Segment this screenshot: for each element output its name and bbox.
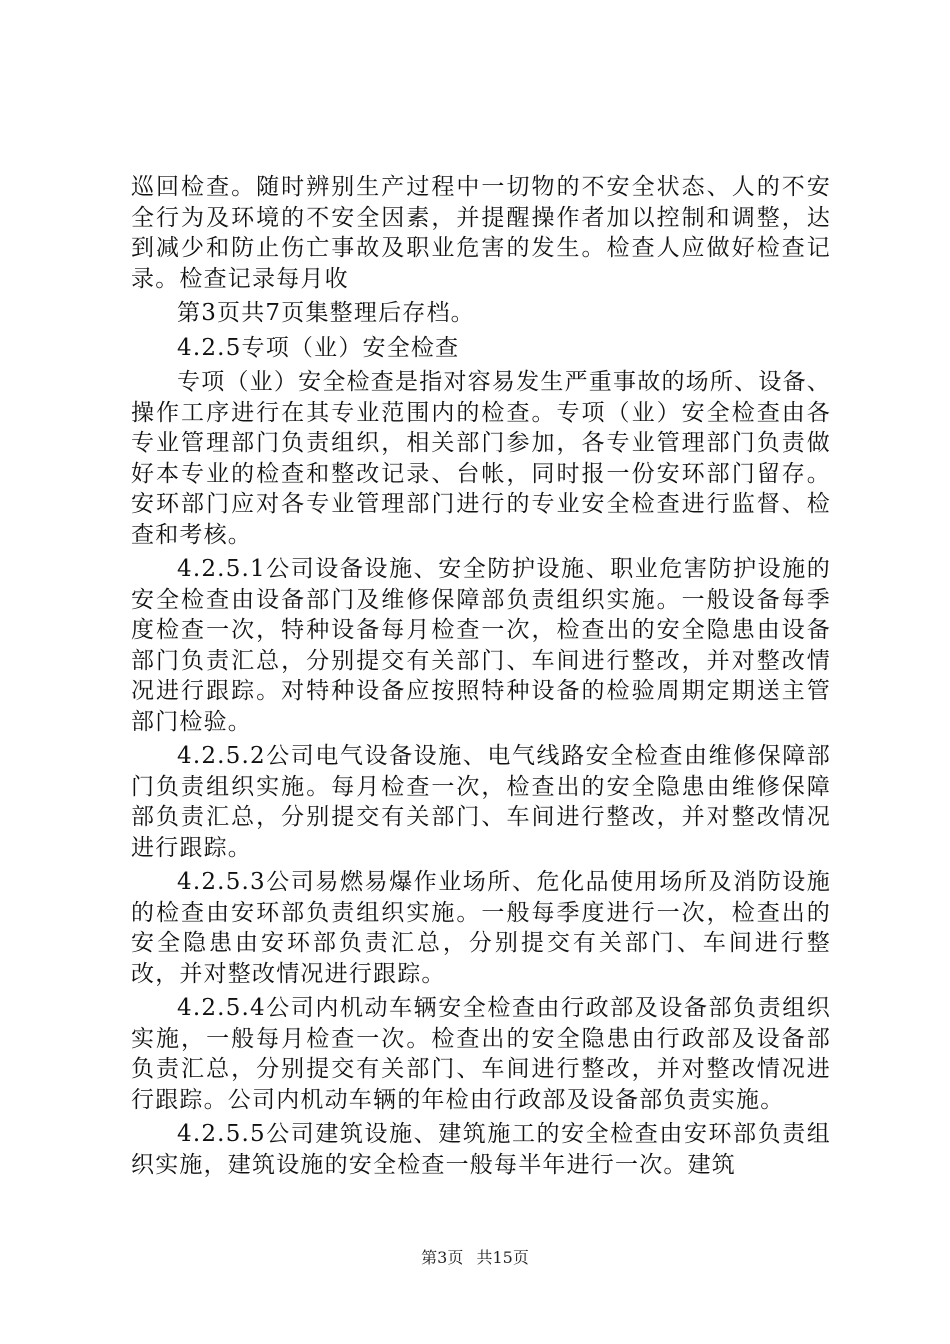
paragraph-4-2-5-4: 4.2.5.4公司内机动车辆安全检查由行政部及设备部负责组织实施，一般每月检查一次。检查出的安全隐患由行政部及设备部负责汇总，分别提交有关部门、车间进行整改，并对整改情况进行跟踪。公司内机动车辆的年检由行政部及设备部负责实施。 — [131, 995, 831, 1113]
page-number: 第3页 — [421, 1248, 464, 1267]
document-body — [131, 172, 831, 1184]
section-heading-4-2-5: 4.2.5专项（业）安全检查 — [177, 334, 460, 361]
paragraph-continuation: 巡回检查。随时辨别生产过程中一切物的不安全状态、人的不安全行为及环境的不安全因素，并提醒操作者加以控制和调整，达到减少和防止伤亡事故及职业危害的发生。检查人应做好检查记录。检查记录每月收 — [131, 174, 831, 292]
paragraph-4-2-5-5: 4.2.5.5公司建筑设施、建筑施工的安全检查由安环部负责组织实施，建筑设施的安全检查一般每半年进行一次。建筑 — [131, 1121, 831, 1178]
paragraph-special-inspection: 专项（业）安全检查是指对容易发生严重事故的场所、设备、操作工序进行在其专业范围内的检查。专项（业）安全检查由各专业管理部门负责组织，相关部门参加，各专业管理部门负责做好本专业的检查和整改记录、台帐，同时报一份安环部门留存。安环部门应对各专业管理部门进行的专业安全检查进行监督、检查和考核。 — [131, 369, 831, 548]
page-footer — [0, 1245, 950, 1268]
paragraph-4-2-5-1: 4.2.5.1公司设备设施、安全防护设施、职业危害防护设施的安全检查由设备部门及维修保障部负责组织实施。一般设备每季度检查一次，特种设备每月检查一次，检查出的安全隐患由设备部门负责汇总，分别提交有关部门、车间进行整改，并对整改情况进行跟踪。对特种设备应按照特种设备的检验周期定期送主管部门检验。 — [131, 556, 831, 735]
paragraph-4-2-5-3: 4.2.5.3公司易燃易爆作业场所、危化品使用场所及消防设施的检查由安环部负责组织实施。一般每季度进行一次，检查出的安全隐患由安环部负责汇总，分别提交有关部门、车间进行整改，并对整改情况进行跟踪。 — [131, 869, 831, 987]
page-total: 共15页 — [476, 1248, 529, 1267]
paragraph-4-2-5-2: 4.2.5.2公司电气设备设施、电气线路安全检查由维修保障部门负责组织实施。每月检查一次，检查出的安全隐患由维修保障部负责汇总，分别提交有关部门、车间进行整改，并对整改情况进行跟踪。 — [131, 743, 831, 861]
paragraph-page-note: 第3页共7页集整理后存档。 — [177, 300, 475, 326]
